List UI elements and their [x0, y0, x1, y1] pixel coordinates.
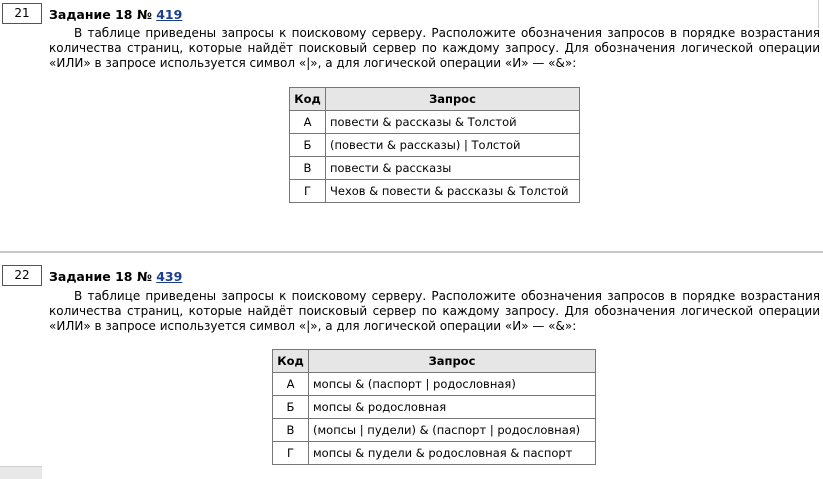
table-row [273, 396, 596, 419]
task-text: В таблице приведены запросы к поисковому серверу. Расположите обозначения запросов в порядке возрастания количества страниц, которые найдёт поисковый сервер по каждому запросу. Для обозначения логической операции «ИЛИ» в запросе используется символ «|», а для логической операции «И» — «&»: [49, 289, 820, 333]
row-query: мопсы & родословная [309, 396, 596, 419]
scroll-edge-line [818, 0, 819, 28]
row-query: (мопсы | пудели) & (паспорт | родословная) [309, 419, 596, 442]
next-task-badge-stub [0, 466, 42, 479]
task-link[interactable]: 419 [156, 7, 183, 22]
query-table [289, 87, 580, 203]
table-row [273, 442, 596, 465]
task-title [49, 269, 182, 284]
row-query: Чехов & повести & рассказы & Толстой [326, 180, 580, 203]
row-query: (повести & рассказы) | Толстой [326, 134, 580, 157]
row-query: повести & рассказы [326, 157, 580, 180]
table-row [290, 111, 580, 134]
table-row [290, 134, 580, 157]
task-link[interactable]: 439 [156, 269, 183, 284]
row-code: А [273, 373, 309, 396]
row-code: Г [273, 442, 309, 465]
task-title-text: Задание 18 № [49, 7, 152, 22]
column-header-code: Код [273, 350, 309, 373]
table-header-row [290, 88, 580, 111]
table-row [290, 180, 580, 203]
row-query: мопсы & (паспорт | родословная) [309, 373, 596, 396]
column-header-code: Код [290, 88, 326, 111]
column-header-query: Запрос [309, 350, 596, 373]
column-header-query: Запрос [326, 88, 580, 111]
table-row [290, 157, 580, 180]
task-title-text: Задание 18 № [49, 269, 152, 284]
row-code: А [290, 111, 326, 134]
table-header-row [273, 350, 596, 373]
task-number-badge: 21 [2, 3, 42, 24]
task-number-badge: 22 [2, 265, 42, 286]
row-code: Б [273, 396, 309, 419]
table-row [273, 373, 596, 396]
row-code: Г [290, 180, 326, 203]
row-code: В [290, 157, 326, 180]
row-code: Б [290, 134, 326, 157]
row-query: повести & рассказы & Толстой [326, 111, 580, 134]
row-code: В [273, 419, 309, 442]
task-separator [0, 251, 823, 253]
row-query: мопсы & пудели & родословная & паспорт [309, 442, 596, 465]
query-table [272, 349, 596, 465]
task-text: В таблице приведены запросы к поисковому серверу. Расположите обозначения запросов в порядке возрастания количества страниц, которые найдёт поисковый сервер по каждому запросу. Для обозначения логической операции «ИЛИ» в запросе используется символ «|», а для логической операции «И» — «&»: [49, 26, 820, 70]
table-row [273, 419, 596, 442]
task-title [49, 7, 182, 22]
